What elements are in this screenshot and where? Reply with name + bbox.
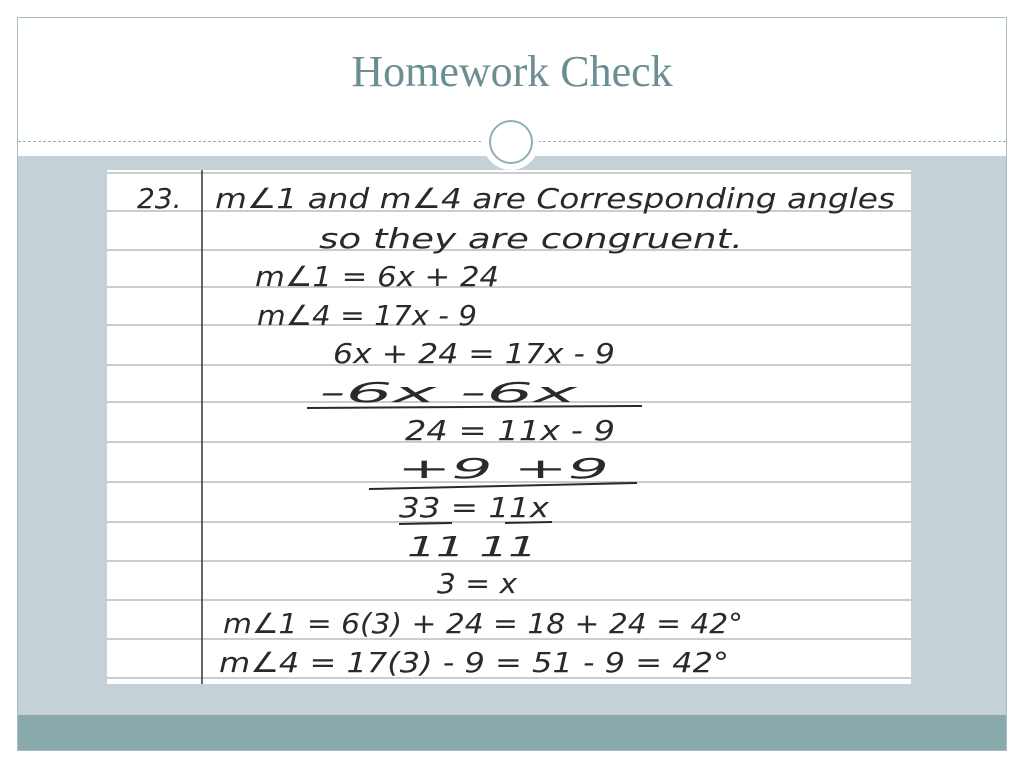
fraction-bar-left xyxy=(399,523,452,524)
handwritten-line-3: m∠1 = 6x + 24 xyxy=(255,260,499,293)
handwritten-line-6: -6x -6x xyxy=(319,376,579,409)
circle-ornament-icon xyxy=(483,114,539,170)
handwritten-line-11: 3 = x xyxy=(437,567,518,600)
handwritten-homework-image xyxy=(107,170,911,684)
problem-number: 23. xyxy=(137,182,182,215)
handwritten-line-2: so they are congruent. xyxy=(319,222,743,255)
handwritten-line-4: m∠4 = 17x - 9 xyxy=(257,299,477,332)
handwritten-line-12: m∠1 = 6(3) + 24 = 18 + 24 = 42° xyxy=(223,607,743,640)
handwritten-line-9: 33 = 11x xyxy=(399,491,550,524)
notebook-paper xyxy=(107,170,911,684)
handwritten-line-5: 6x + 24 = 17x - 9 xyxy=(333,337,615,370)
handwritten-line-13: m∠4 = 17(3) - 9 = 51 - 9 = 42° xyxy=(219,646,729,679)
footer-band xyxy=(18,715,1006,750)
slide-title: Homework Check xyxy=(351,47,673,96)
fraction-bar-right xyxy=(505,522,552,523)
handwritten-line-8: +9 +9 xyxy=(397,452,609,485)
handwritten-line-7: 24 = 11x - 9 xyxy=(405,414,615,447)
handwritten-line-10: 11 11 xyxy=(407,530,537,563)
handwritten-line-1: m∠1 and m∠4 are Corresponding angles xyxy=(215,182,895,215)
